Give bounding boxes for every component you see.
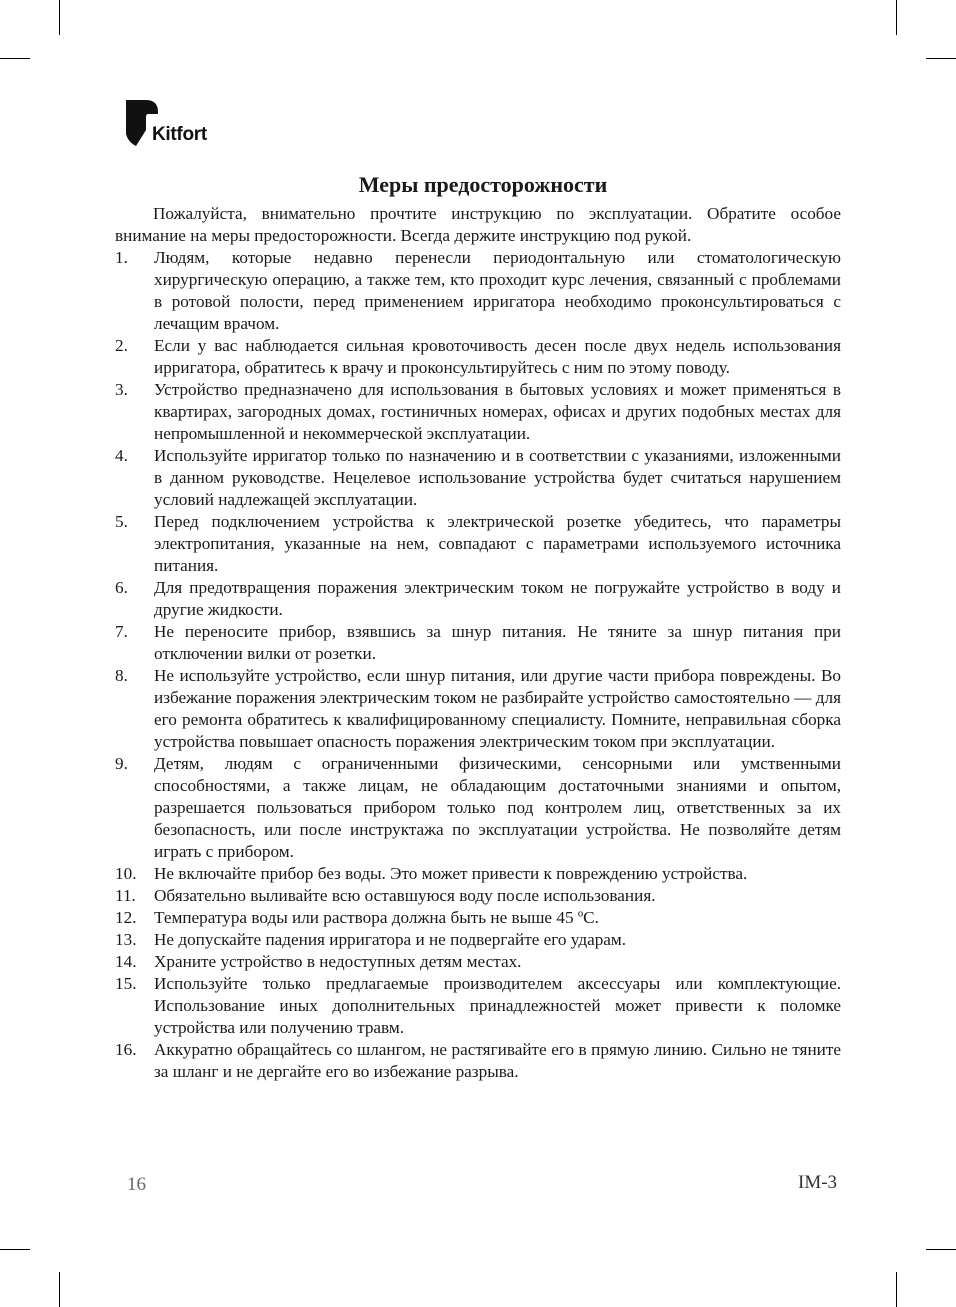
crop-mark	[926, 1249, 956, 1250]
list-item-text: Аккуратно обращайтесь со шлангом, не растягивайте его в прямую линию. Сильно не тяните за шланг и не дергайте его во избежание разрыва.	[154, 1040, 841, 1081]
list-item-number: 3.	[115, 380, 128, 399]
list-item	[115, 753, 841, 863]
list-item	[115, 511, 841, 577]
list-item	[115, 863, 841, 885]
list-item-number: 1.	[115, 248, 128, 267]
list-item-number: 10.	[115, 864, 137, 883]
list-item-number: 12.	[115, 908, 137, 927]
crop-mark	[896, 1272, 897, 1307]
crop-mark	[896, 0, 897, 35]
list-item-number: 16.	[115, 1040, 137, 1059]
list-item	[115, 379, 841, 445]
list-item	[115, 335, 841, 379]
list-item-number: 2.	[115, 336, 128, 355]
crop-mark	[0, 1249, 30, 1250]
list-item	[115, 929, 841, 951]
list-item-number: 13.	[115, 930, 137, 949]
list-item-text: Не включайте прибор без воды. Это может привести к повреждению устройства.	[154, 864, 748, 883]
crop-mark	[59, 1272, 60, 1307]
list-item	[115, 665, 841, 753]
list-item-text: Детям, людям с ограниченными физическими, сенсорными или умственными способностями, а также лицам, не обладающим достаточными знаниями и опытом, разрешается пользоваться прибором только под контролем лиц, ответственных за их безопасность, или после инструктажа по эксплуатации устройства. Не позволяйте детям играть с прибором.	[154, 754, 841, 861]
page-number: 16	[127, 1174, 146, 1195]
brand-logo	[126, 100, 226, 150]
list-item-number: 14.	[115, 952, 137, 971]
list-item	[115, 445, 841, 511]
list-item-text: Перед подключением устройства к электрической розетке убедитесь, что параметры электропитания, указанные на нем, совпадают с параметрами используемого источника питания.	[154, 512, 841, 575]
list-item-text: Используйте только предлагаемые производителем аксессуары или комплектующие. Использование иных дополнительных принадлежностей может привести к поломке устройства или получению травм.	[154, 974, 841, 1037]
list-item-text: Для предотвращения поражения электрическим током не погружайте устройство в воду и другие жидкости.	[154, 578, 841, 619]
list-item-text: Храните устройство в недоступных детям местах.	[154, 952, 522, 971]
list-item-text: Людям, которые недавно перенесли периодонтальную или стоматологическую хирургическую операцию, а также тем, кто проходит курс лечения, связанный с проблемами в ротовой полости, перед применением ирригатора необходимо проконсультироваться с лечащим врачом.	[154, 248, 841, 333]
list-item-number: 9.	[115, 754, 128, 773]
list-item-number: 4.	[115, 446, 128, 465]
list-item	[115, 577, 841, 621]
list-item-text: Используйте ирригатор только по назначению и в соответствии с указаниями, изложенными в данном руководстве. Нецелевое использование устройства будет считаться нарушением условий надлежащей эксплуатации.	[154, 446, 841, 509]
list-item-number: 5.	[115, 512, 128, 531]
brand-name: Kitfort	[152, 124, 207, 145]
list-item	[115, 907, 841, 929]
crop-mark	[0, 58, 30, 59]
crop-mark	[926, 58, 956, 59]
list-item-text: Не используйте устройство, если шнур питания, или другие части прибора повреждены. Во избежание поражения электрическим током не разбирайте устройство самостоятельно — для его ремонта обратитесь к квалифицированному специалисту. Помните, неправильная сборка устройства повышает опасность поражения электрическим током при эксплуатации.	[154, 666, 841, 751]
list-item-number: 6.	[115, 578, 128, 597]
list-item-text: Устройство предназначено для использования в бытовых условиях и может применяться в квартирах, загородных домах, гостиничных номерах, офисах и других подобных местах для непромышленной и некоммерческой эксплуатации.	[154, 380, 841, 443]
list-item-text: Если у вас наблюдается сильная кровоточивость десен после двух недель использования ирригатора, обратитесь к врачу и проконсультируйтесь с ним по этому поводу.	[154, 336, 841, 377]
document-code: IM-3	[798, 1172, 838, 1193]
list-item-number: 15.	[115, 974, 137, 993]
list-item-text: Не допускайте падения ирригатора и не подвергайте его ударам.	[154, 930, 627, 949]
crop-mark	[59, 0, 60, 35]
page-title: Меры предосторожности	[358, 171, 608, 197]
list-item-number: 11.	[115, 886, 136, 905]
list-item-text: Температура воды или раствора должна быть не выше 45 ºC.	[154, 908, 599, 927]
list-item-number: 7.	[115, 622, 128, 641]
intro-paragraph: Пожалуйста, внимательно прочтите инструкцию по эксплуатации. Обратите особое внимание на меры предосторожности. Всегда держите инструкцию под рукой.	[115, 204, 841, 245]
document-body	[115, 203, 841, 1083]
list-item	[115, 885, 841, 907]
list-item	[115, 621, 841, 665]
list-item	[115, 951, 841, 973]
list-item-text: Обязательно выливайте всю оставшуюся воду после использования.	[154, 886, 656, 905]
precautions-list	[115, 247, 841, 1083]
list-item	[115, 247, 841, 335]
list-item	[115, 1039, 841, 1083]
list-item	[115, 973, 841, 1039]
list-item-number: 8.	[115, 666, 128, 685]
list-item-text: Не переносите прибор, взявшись за шнур питания. Не тяните за шнур питания при отключении вилки от розетки.	[154, 622, 841, 663]
